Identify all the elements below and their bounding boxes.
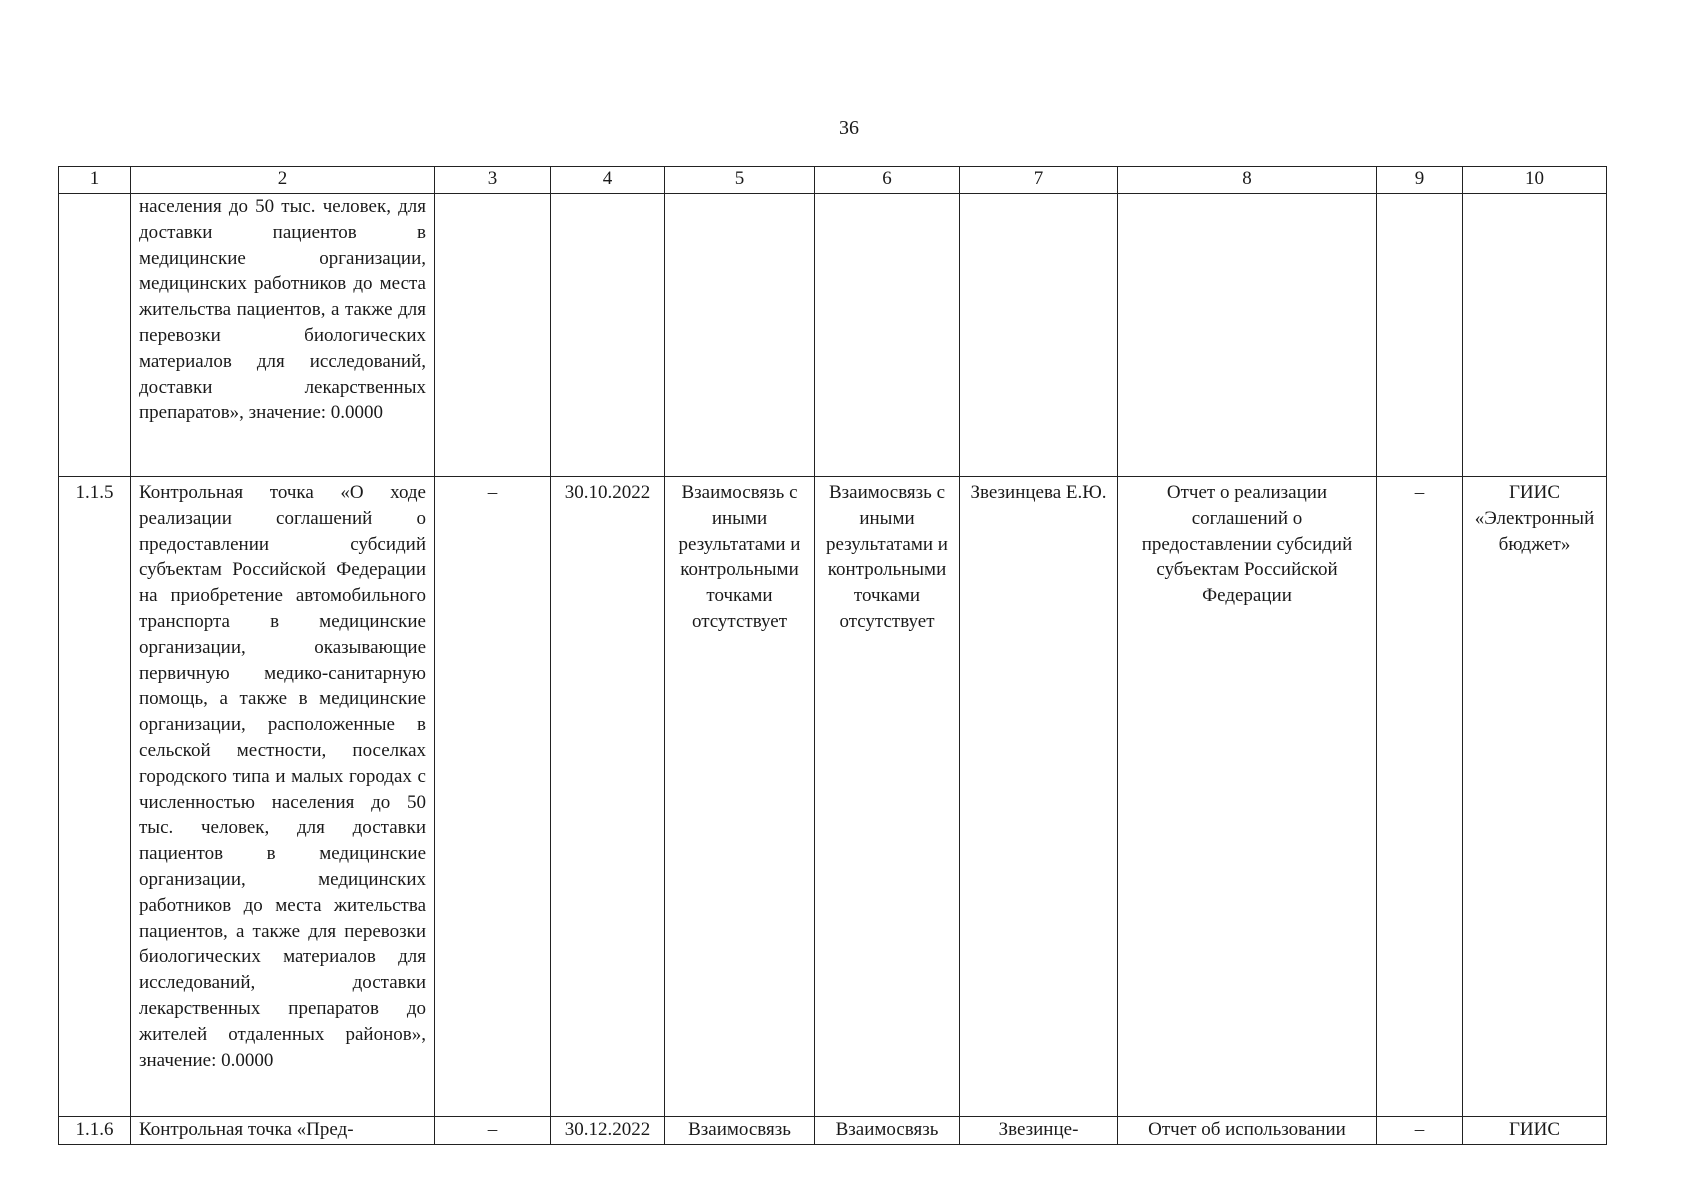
column-header: 2: [131, 167, 435, 194]
responsible-cell: Звезинце-: [960, 1117, 1118, 1145]
column-header: 4: [551, 167, 665, 194]
table-cell: –: [1377, 1117, 1463, 1145]
column-header: 3: [435, 167, 551, 194]
responsible-cell: [960, 194, 1118, 477]
document-cell: [1118, 194, 1377, 477]
column-header: 7: [960, 167, 1118, 194]
system-cell: ГИИС: [1463, 1117, 1607, 1145]
table-row: [59, 477, 1607, 1117]
description-cell: Контрольная точка «Пред-: [131, 1117, 435, 1145]
table-row: [59, 194, 1607, 477]
row-number-cell: 1.1.6: [59, 1117, 131, 1145]
relationship-cell: Взаимосвязь: [815, 1117, 960, 1145]
relationship-cell: Взаимосвязь: [665, 1117, 815, 1145]
column-header: 8: [1118, 167, 1377, 194]
table-cell: –: [435, 477, 551, 1117]
table-row: [59, 1117, 1607, 1145]
table-cell: –: [435, 1117, 551, 1145]
row-number-cell: [59, 194, 131, 477]
table-cell: [435, 194, 551, 477]
date-cell: 30.12.2022: [551, 1117, 665, 1145]
date-cell: [551, 194, 665, 477]
description-cell: Контрольная точка «О ходе реализации соглашений о предоставлении субсидий субъектам Российской Федерации на приобретение автомобильного транспорта в медицинские организации, оказывающие первичную медико-санитарную помощь, а также в медицинские организации, расположенные в сельской местности, поселках городского типа и малых городах с численностью населения до 50 тыс. человек, для доставки пациентов в медицинские организации, медицинских работников до места жительства пациентов, а также для перевозки биологических материалов для исследований, доставки лекарственных препаратов до жителей отдаленных районов», значение: 0.0000: [131, 477, 435, 1117]
column-header: 9: [1377, 167, 1463, 194]
system-cell: [1463, 194, 1607, 477]
system-cell: ГИИС «Электронный бюджет»: [1463, 477, 1607, 1117]
description-cell: населения до 50 тыс. человек, для доставки пациентов в медицинские организации, медицинских работников до места жительства пациентов, а также для перевозки биологических материалов для исследований, доставки лекарственных препаратов», значение: 0.0000: [131, 194, 435, 477]
column-header: 5: [665, 167, 815, 194]
column-header: 10: [1463, 167, 1607, 194]
control-points-table: [58, 166, 1607, 1145]
column-number-row: [59, 167, 1607, 194]
document-cell: Отчет о реализации соглашений о предоставлении субсидий субъектам Российской Федерации: [1118, 477, 1377, 1117]
column-header: 6: [815, 167, 960, 194]
table-cell: [665, 194, 815, 477]
document-cell: Отчет об использовании: [1118, 1117, 1377, 1145]
relationship-cell: Взаимосвязь с иными результатами и контрольными точками отсутствует: [815, 477, 960, 1117]
page-number: 36: [839, 117, 859, 139]
table-cell: –: [1377, 477, 1463, 1117]
relationship-cell: Взаимосвязь с иными результатами и контрольными точками отсутствует: [665, 477, 815, 1117]
table-cell: [815, 194, 960, 477]
date-cell: 30.10.2022: [551, 477, 665, 1117]
row-number-cell: 1.1.5: [59, 477, 131, 1117]
responsible-cell: Звезинцева Е.Ю.: [960, 477, 1118, 1117]
table-cell: [1377, 194, 1463, 477]
column-header: 1: [59, 167, 131, 194]
